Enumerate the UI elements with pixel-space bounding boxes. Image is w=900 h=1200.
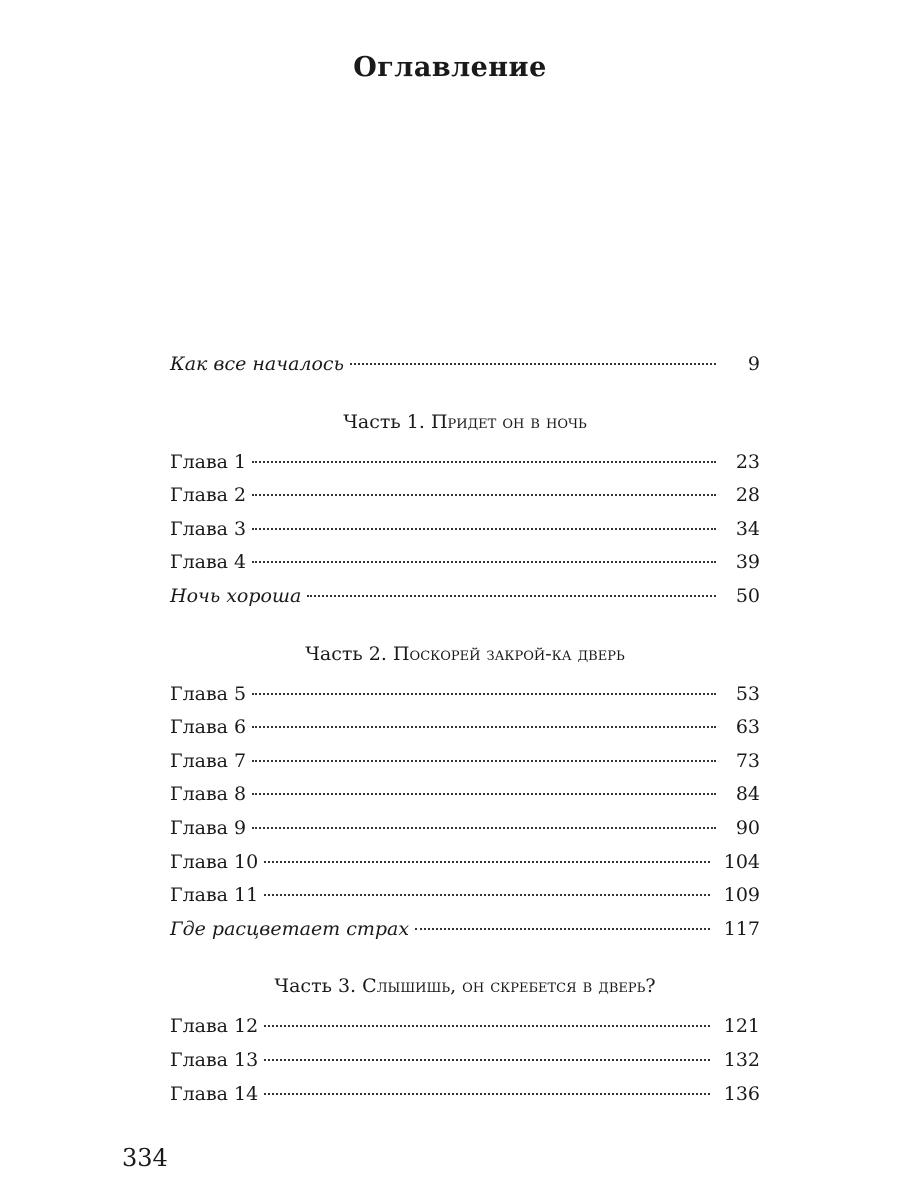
toc-entry-page: 109 [723,884,760,907]
toc-entry[interactable] [170,913,760,947]
toc-entry-page: 132 [723,1048,760,1071]
page-number: 334 [122,1144,168,1172]
toc-entry-intro[interactable] [170,348,760,382]
toc-entry-label: Глава 3 [170,517,247,540]
part-heading-2 [170,636,760,672]
toc-entry-page: 28 [735,484,760,507]
dot-leader [252,561,716,563]
dot-leader [252,793,716,795]
part-number: Часть 1. [343,410,425,433]
toc-entry[interactable] [170,879,760,913]
toc-entry-label: Глава 11 [170,884,259,907]
toc-entry[interactable] [170,446,760,480]
toc-entry-label: Глава 1 [170,450,247,473]
toc-entry-page: 9 [747,353,760,375]
part-number: Часть 3. [274,975,357,998]
dot-leader [264,894,710,896]
toc-entry[interactable] [170,846,760,880]
toc-entry[interactable] [170,711,760,745]
toc-entry-page: 73 [735,749,760,772]
toc-entry-page: 34 [735,517,760,540]
toc-entry-page: 136 [723,1082,760,1105]
toc-entry-page: 63 [735,716,760,739]
dot-leader [252,827,716,829]
table-of-contents [170,348,760,1111]
part-heading-3 [170,968,760,1004]
toc-entry-label: Глава 13 [170,1048,259,1071]
toc-entry-page: 117 [723,917,760,940]
part-name: Поскорей закрой-ка дверь [392,642,625,665]
toc-entry-page: 84 [735,783,760,806]
dot-leader [264,1059,710,1061]
dot-leader [252,760,716,762]
dot-leader [350,363,716,365]
toc-entry-label: Глава 7 [170,749,247,772]
dot-leader [252,693,716,695]
toc-entry[interactable] [170,1044,760,1078]
part-name: Придет он в ночь [430,410,587,433]
dot-leader [252,528,716,530]
dot-leader [252,461,716,463]
toc-entry[interactable] [170,479,760,513]
toc-entry-page: 23 [735,450,760,473]
toc-entry-label: Глава 12 [170,1015,259,1038]
toc-entry-label: Глава 10 [170,850,259,873]
dot-leader [252,726,716,728]
toc-entry[interactable] [170,546,760,580]
dot-leader [264,1025,710,1027]
dot-leader [264,1093,710,1095]
toc-entry-label: Ночь хороша [170,584,302,607]
toc-entry[interactable] [170,678,760,712]
part-number: Часть 2. [305,642,387,665]
toc-entry-label: Глава 5 [170,682,247,705]
toc-entry-page: 90 [735,816,760,839]
part-heading-1 [170,404,760,440]
toc-entry-page: 104 [723,850,760,873]
toc-entry[interactable] [170,1078,760,1112]
toc-entry-page: 121 [723,1015,760,1038]
toc-entry-page: 53 [735,682,760,705]
toc-entry-page: 39 [735,551,760,574]
toc-entry-label: Где расцветает страх [170,917,410,940]
toc-entry-label: Глава 14 [170,1082,259,1105]
toc-entry-label: Глава 2 [170,484,247,507]
toc-entry-label: Глава 8 [170,783,247,806]
dot-leader [415,928,710,930]
toc-entry[interactable] [170,778,760,812]
toc-entry-label: Глава 6 [170,716,247,739]
dot-leader [264,861,710,863]
toc-entry[interactable] [170,580,760,614]
toc-entry-label: Глава 4 [170,551,247,574]
toc-entry-page: 50 [735,584,760,607]
toc-entry[interactable] [170,513,760,547]
toc-entry-label: Глава 9 [170,816,247,839]
dot-leader [307,595,716,597]
toc-entry[interactable] [170,745,760,779]
page-title: Оглавление [353,52,547,83]
part-name: Слышишь, он скребется в дверь? [362,975,656,998]
dot-leader [252,494,716,496]
toc-entry[interactable] [170,1010,760,1044]
toc-entry[interactable] [170,812,760,846]
toc-entry-label: Как все началось [170,353,344,375]
